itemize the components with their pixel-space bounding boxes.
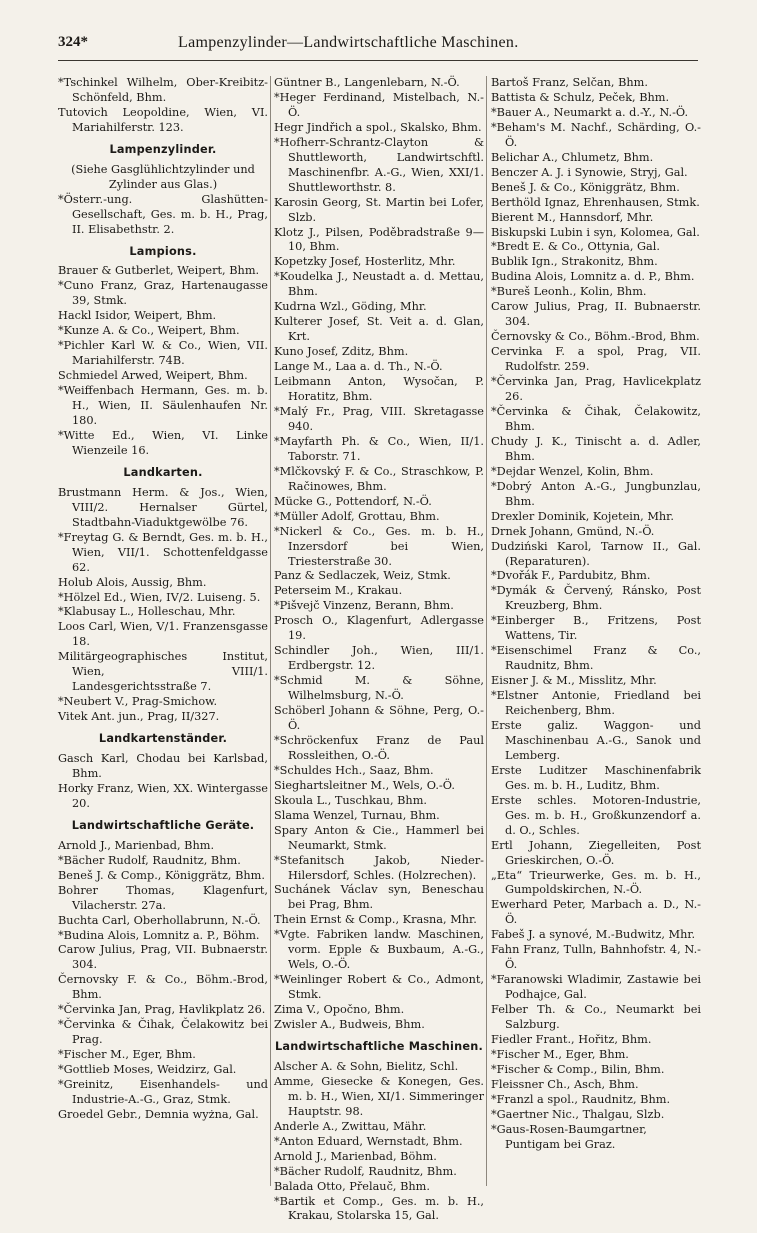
directory-entry: Güntner B., Langenlebarn, N.-Ö. (274, 76, 460, 89)
directory-entry: *Franzl a spol., Raudnitz, Bhm. (491, 1092, 671, 1106)
directory-entry: *Červinka & Čihak, Čelakowitz, Bhm. (491, 404, 701, 433)
directory-entry: *Bartik et Comp., Ges. m. b. H., Krakau, Stolarska 15, Gal. (274, 1194, 484, 1223)
directory-entry: *Weinlinger Robert & Co., Admont, Stmk. (274, 973, 484, 1002)
directory-entry: Eisner J. & M., Misslitz, Mhr. (491, 674, 657, 688)
directory-entry: Spary Anton & Cie., Hammerl bei Neumarkt, Stmk. (274, 823, 484, 852)
directory-entry: Drnek Johann, Gmünd, N.-Ö. (491, 524, 655, 538)
section-heading: Landkartenständer. (98, 732, 228, 746)
directory-entry: Leibmann Anton, Wysočan, P. Horatitz, Bhm. (274, 375, 484, 404)
directory-entry: *Österr.-ung. Glashütten-Gesellschaft, Ges. m. b. H., Prag, II. Elisabethstr. 2. (58, 192, 268, 236)
directory-entry: *Weiffenbach Hermann, Ges. m. b. H., Wien, II. Säulenhaufen Nr. 180. (58, 384, 268, 428)
column-middle (274, 76, 484, 1223)
directory-entry: Cervinka F. a spol, Prag, VII. Rudolfstr. 259. (491, 345, 701, 374)
directory-entry: Zwisler A., Budweis, Bhm. (274, 1018, 425, 1032)
directory-entry: Carow Julius, Prag, II. Bubnaerstr. 304. (491, 300, 701, 329)
directory-entry: Gasch Karl, Chodau bei Karlsbad, Bhm. (58, 752, 268, 780)
directory-entry: *Heger Ferdinand, Mistelbach, N.-Ö. (274, 90, 484, 119)
directory-entry: „Eta“ Trieurwerke, Ges. m. b. H., Gumpoldskirchen, N.-Ö. (491, 868, 701, 897)
directory-entry: Lange M., Laa a. d. Th., N.-Ö. (274, 360, 443, 374)
directory-entry: Carow Julius, Prag, VII. Bubnaerstr. 304. (58, 943, 268, 972)
directory-entry: *Koudelka J., Neustadt a. d. Mettau, Bhm. (274, 270, 484, 299)
directory-columns (58, 76, 703, 1223)
directory-entry: Buchta Carl, Oberhollabrunn, N.-Ö. (58, 913, 261, 927)
directory-entry: Fabeš J. a synové, M.-Budwitz, Mhr. (491, 928, 696, 942)
directory-entry: Loos Carl, Wien, V/1. Franzensgasse 18. (58, 620, 268, 649)
directory-entry: *Freytag G. & Berndt, Ges. m. b. H., Wien, VII/1. Schottenfeldgasse 62. (58, 530, 268, 574)
directory-entry: Skoula L., Tuschkau, Bhm. (274, 793, 428, 807)
directory-entry: Karosin Georg, St. Martin bei Lofer, Slzb. (274, 195, 484, 224)
directory-entry: *Kunze A. & Co., Weipert, Bhm. (58, 324, 240, 338)
directory-entry: Berthöld Ignaz, Ehrenhausen, Stmk. (491, 195, 700, 209)
directory-entry: Biskupski Lubin i syn, Kolomea, Gal. (491, 225, 700, 239)
directory-entry: *Pichler Karl W. & Co., Wien, VII. Mariahilferstr. 74B. (58, 339, 268, 368)
directory-entry: *Elstner Antonie, Friedland bei Reichenberg, Bhm. (491, 689, 701, 718)
directory-entry: Bartoš Franz, Selčan, Bhm. (491, 76, 648, 89)
page-number: 324* (58, 34, 88, 50)
column-divider (486, 76, 487, 1186)
directory-entry: Beneš J. & Comp., Königgrätz, Bhm. (58, 868, 265, 882)
directory-entry: *Tschinkel Wilhelm, Ober-Kreibitz-Schönfeld, Bhm. (58, 76, 268, 104)
directory-entry: Budina Alois, Lomnitz a. d. P., Bhm. (491, 270, 695, 284)
directory-entry: *Bredt E. & Co., Ottynia, Gal. (491, 240, 660, 254)
directory-entry: Fahn Franz, Tulln, Bahnhofstr. 4, N.-Ö. (491, 943, 701, 972)
page-title: Lampenzylinder—Landwirtschaftliche Maschinen. (178, 34, 519, 51)
directory-entry: *Witte Ed., Wien, VI. Linke Wienzeile 16. (58, 428, 268, 457)
directory-entry: Schmiedel Arwed, Weipert, Bhm. (58, 369, 248, 383)
directory-entry: *Schuldes Hch., Saaz, Bhm. (274, 763, 434, 777)
directory-entry: Schindler Joh., Wien, III/1. Erdbergstr. 12. (274, 644, 484, 673)
directory-entry: Prosch O., Klagenfurt, Adlergasse 19. (274, 614, 484, 643)
header-rule (58, 60, 698, 61)
directory-entry: Kudrna Wzl., Göding, Mhr. (274, 300, 427, 314)
directory-entry: *Müller Adolf, Grottau, Bhm. (274, 509, 440, 523)
directory-entry: *Fischer M., Eger, Bhm. (491, 1047, 629, 1061)
directory-entry: *Dymák & Červený, Ránsko, Post Kreuzberg, Bhm. (491, 584, 701, 613)
directory-entry: Belichar A., Chlumetz, Bhm. (491, 150, 654, 164)
directory-entry: Felber Th. & Co., Neumarkt bei Salzburg. (491, 1003, 701, 1032)
directory-entry: *Dejdar Wenzel, Kolin, Bhm. (491, 464, 654, 478)
directory-entry: *Einberger B., Fritzens, Post Wattens, Tir. (491, 614, 701, 643)
directory-entry: *Bächer Rudolf, Raudnitz, Bhm. (58, 853, 241, 867)
directory-entry: Bublik Ign., Strakonitz, Bhm. (491, 255, 658, 269)
directory-entry: Mücke G., Pottendorf, N.-Ö. (274, 494, 432, 508)
directory-entry: *Bureš Leonh., Kolin, Bhm. (491, 285, 647, 299)
directory-entry: Erste galiz. Waggon- und Maschinenbau A.-G., Sanok und Lemberg. (491, 718, 701, 762)
directory-entry: Thein Ernst & Comp., Krasna, Mhr. (274, 913, 477, 927)
directory-entry: Peterseim M., Krakau. (274, 584, 403, 598)
directory-entry: *Stefanitsch Jakob, Nieder-Hilersdorf, Schles. (Holzrechen). (274, 853, 484, 882)
directory-entry: *Mayfarth Ph. & Co., Wien, II/1. Taborstr. 71. (274, 434, 484, 463)
directory-entry: Fleissner Ch., Asch, Bhm. (491, 1077, 639, 1091)
directory-entry: *Faranowski Wladimir, Zastawie bei Podhajce, Gal. (491, 973, 701, 1002)
directory-entry: *Červinka & Čihak, Čelakowitz bei Prag. (58, 1018, 268, 1047)
directory-entry: Militärgeographisches Institut, Wien, VIII/1. Landesgerichtsstraße 7. (58, 650, 268, 694)
directory-entry: Brustmann Herm. & Jos., Wien, VIII/2. Hernalser Gürtel, Stadtbahn-Viaduktgewölbe 76. (58, 485, 268, 529)
directory-entry: Fiedler Frant., Hořitz, Bhm. (491, 1033, 652, 1046)
directory-entry: *Neubert V., Prag-Smichow. (58, 695, 218, 709)
directory-entry: Erste schles. Motoren-Industrie, Ges. m. b. H., Großkunzendorf a. d. O., Schles. (491, 793, 701, 837)
directory-entry: *Gottlieb Moses, Weidzirz, Gal. (58, 1063, 237, 1077)
directory-entry: Slama Wenzel, Turnau, Bhm. (274, 808, 440, 822)
directory-entry: Holub Alois, Aussig, Bhm. (58, 575, 207, 589)
directory-entry: Schöberl Johann & Söhne, Perg, O.-Ö. (274, 704, 484, 732)
directory-entry: *Dvořák F., Pardubitz, Bhm. (491, 569, 651, 583)
directory-entry: Bohrer Thomas, Klagenfurt, Vilacherstr. 27a. (58, 883, 268, 912)
directory-entry: Klotz J., Pilsen, Poděbradstraße 9—10, Bhm. (274, 225, 484, 254)
directory-entry: *Gaertner Nic., Thalgau, Slzb. (491, 1107, 665, 1121)
directory-entry: *Dobrý Anton A.-G., Jungbunzlau, Bhm. (491, 479, 701, 508)
directory-entry: *Mlčkovský F. & Co., Straschkow, P. Račinowes, Bhm. (274, 464, 484, 493)
section-heading: Landwirtschaftliche Maschinen. (275, 1040, 483, 1053)
directory-entry: *Anton Eduard, Wernstadt, Bhm. (274, 1134, 463, 1148)
directory-entry: *Červinka Jan, Prag, Havlicekplatz 26. (491, 375, 701, 404)
directory-entry: Arnold J., Marienbad, Böhm. (274, 1149, 437, 1163)
directory-entry: Panz & Sedlaczek, Weiz, Stmk. (274, 569, 451, 583)
column-divider (270, 76, 271, 1186)
directory-entry: Arnold J., Marienbad, Bhm. (58, 838, 215, 852)
directory-entry: *Vgte. Fabriken landw. Maschinen, vorm. Epple & Buxbaum, A.-G., Wels, O.-Ö. (274, 928, 484, 972)
directory-entry: *Gaus-Rosen-Baumgartner, Puntigam bei Graz. (491, 1122, 647, 1151)
directory-entry: Zima V., Opočno, Bhm. (274, 1003, 405, 1017)
directory-entry: *Schmid M. & Söhne, Wilhelmsburg, N.-Ö. (274, 674, 484, 703)
directory-entry: Tutovich Leopoldine, Wien, VI. Mariahilferstr. 123. (58, 105, 268, 134)
directory-entry: Dudziński Karol, Tarnow II., Gal. (Reparaturen). (491, 539, 701, 568)
directory-entry: Alscher A. & Sohn, Bielitz, Schl. (274, 1059, 459, 1073)
directory-entry: Hackl Isidor, Weipert, Bhm. (58, 309, 217, 323)
column-right (491, 76, 701, 1186)
directory-entry: Bierent M., Hannsdorf, Mhr. (491, 210, 654, 224)
section-heading: Landwirtschaftliche Geräte. (71, 818, 255, 832)
directory-entry: Suchánek Václav syn, Beneschau bei Prag, Bhm. (274, 883, 484, 912)
directory-entry: *Fischer & Comp., Bilin, Bhm. (491, 1062, 665, 1076)
section-heading: Lampions. (129, 244, 197, 258)
directory-entry: *Eisenschimel Franz & Co., Raudnitz, Bhm. (491, 644, 701, 673)
directory-entry: Kopetzky Josef, Hosterlitz, Mhr. (274, 255, 456, 269)
directory-entry: *Nickerl & Co., Ges. m. b. H., Inzersdorf bei Wien, Triesterstraße 30. (274, 524, 484, 568)
directory-entry: *Bauer A., Neumarkt a. d.-Y., N.-Ö. (491, 105, 689, 119)
directory-entry: *Klabusay L., Holleschau, Mhr. (58, 605, 236, 619)
directory-entry: *Greinitz, Eisenhandels- und Industrie-A.-G., Graz, Stmk. (58, 1078, 268, 1106)
directory-entry: Horky Franz, Wien, XX. Wintergasse 20. (58, 781, 268, 810)
directory-entry: Anderle A., Zwittau, Mähr. (274, 1119, 427, 1133)
directory-entry: Vitek Ant. jun., Prag, II/327. (58, 710, 220, 724)
directory-entry: Sieghartsleitner M., Wels, O.-Ö. (274, 778, 455, 792)
directory-entry: *Hölzel Ed., Wien, IV/2. Luiseng. 5. (58, 590, 261, 604)
directory-entry: Drexler Dominik, Kojetein, Mhr. (491, 509, 674, 523)
directory-entry: Hegr Jindřich a spol., Skalsko, Bhm. (274, 120, 482, 134)
directory-entry: *Beham's M. Nachf., Schärding, O.-Ö. (491, 120, 701, 149)
directory-entry: *Cuno Franz, Graz, Hartenaugasse 39, Stmk. (58, 279, 268, 308)
directory-entry: Kulterer Josef, St. Veit a. d. Glan, Krt. (274, 315, 484, 344)
directory-entry: Beneš J. & Co., Königgrätz, Bhm. (491, 180, 680, 194)
directory-entry: *Malý Fr., Prag, VIII. Skretagasse 940. (274, 404, 484, 433)
directory-entry: *Schröckenfux Franz de Paul Rossleithen, O.-Ö. (274, 733, 484, 762)
directory-entry: Brauer & Gutberlet, Weipert, Bhm. (58, 264, 260, 278)
directory-entry: *Hofherr-Schrantz-Clayton & Shuttleworth, Landwirtschftl. Maschinenfbr. A.-G., Wien, XXI/1. Shuttleworthstr. 8. (274, 135, 484, 194)
directory-entry: Ewerhard Peter, Marbach a. D., N.-Ö. (491, 898, 701, 927)
directory-entry: *Budina Alois, Lomnitz a. P., Böhm. (58, 928, 260, 942)
directory-entry: *Červinka Jan, Prag, Havlikplatz 26. (58, 1003, 266, 1017)
page-header (58, 30, 698, 60)
section-heading: Landkarten. (123, 465, 203, 479)
directory-entry: Benczer A. J. i Synowie, Stryj, Gal. (491, 165, 688, 179)
directory-entry: *Fischer M., Eger, Bhm. (58, 1048, 196, 1062)
directory-entry: Ertl Johann, Ziegelleiten, Post Grieskirchen, O.-Ö. (491, 838, 701, 867)
directory-entry: Chudy J. K., Tinischt a. d. Adler, Bhm. (491, 434, 701, 463)
directory-entry: Erste Luditzer Maschinenfabrik Ges. m. b. H., Luditz, Bhm. (491, 763, 701, 792)
cross-reference-note: (Siehe Gasglühlichtzylinder und Zylinder aus Glas.) (71, 162, 255, 191)
directory-entry: Černovsky F. & Co., Böhm.-Brod, Bhm. (58, 973, 268, 1002)
column-left (58, 76, 268, 1186)
directory-entry: Balada Otto, Přelauč, Bhm. (274, 1179, 430, 1193)
directory-entry: *Pišvejč Vinzenz, Berann, Bhm. (274, 599, 454, 613)
section-heading: Lampenzylinder. (109, 142, 217, 156)
directory-entry: *Bächer Rudolf, Raudnitz, Bhm. (274, 1164, 457, 1178)
directory-entry: Groedel Gebr., Demnia wyżna, Gal. (58, 1107, 259, 1121)
directory-entry: Černovsky & Co., Böhm.-Brod, Bhm. (491, 330, 700, 344)
directory-entry: Kuno Josef, Zditz, Bhm. (274, 345, 409, 359)
directory-entry: Battista & Schulz, Peček, Bhm. (491, 90, 670, 104)
directory-entry: Amme, Giesecke & Konegen, Ges. m. b. H., Wien, XI/1. Simmeringer Hauptstr. 98. (274, 1074, 484, 1118)
